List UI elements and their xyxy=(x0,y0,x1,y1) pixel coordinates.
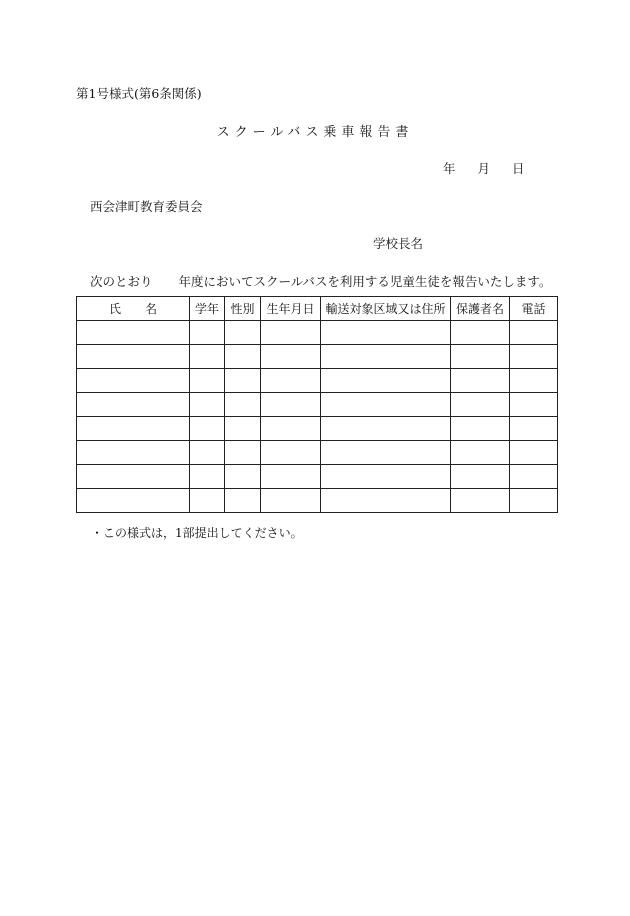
address-cell[interactable] xyxy=(321,465,451,489)
gender-cell[interactable] xyxy=(225,345,261,369)
table-row xyxy=(77,393,558,417)
birthdate-cell[interactable] xyxy=(261,465,321,489)
sender-principal-name: 学校長名 xyxy=(373,236,424,251)
date-year-label: 年 xyxy=(443,161,456,176)
guardian-cell[interactable] xyxy=(451,465,510,489)
header-grade: 学年 xyxy=(190,297,225,321)
name-cell[interactable] xyxy=(77,393,190,417)
birthdate-cell[interactable] xyxy=(261,345,321,369)
phone-cell[interactable] xyxy=(510,441,558,465)
header-name: 氏 名 xyxy=(77,297,190,321)
grade-cell[interactable] xyxy=(190,465,225,489)
grade-cell[interactable] xyxy=(190,417,225,441)
guardian-cell[interactable] xyxy=(451,417,510,441)
address-cell[interactable] xyxy=(321,417,451,441)
header-area-address: 輸送対象区域又は住所 xyxy=(321,297,451,321)
address-cell[interactable] xyxy=(321,369,451,393)
birthdate-cell[interactable] xyxy=(261,393,321,417)
table-row xyxy=(77,441,558,465)
address-cell[interactable] xyxy=(321,393,451,417)
guardian-cell[interactable] xyxy=(451,441,510,465)
header-gender: 性別 xyxy=(225,297,261,321)
birthdate-cell[interactable] xyxy=(261,441,321,465)
grade-cell[interactable] xyxy=(190,489,225,513)
birthdate-cell[interactable] xyxy=(261,369,321,393)
grade-cell[interactable] xyxy=(190,393,225,417)
name-cell[interactable] xyxy=(77,345,190,369)
table-row xyxy=(77,321,558,345)
phone-cell[interactable] xyxy=(510,465,558,489)
header-phone: 電話 xyxy=(510,297,558,321)
gender-cell[interactable] xyxy=(225,489,261,513)
gender-cell[interactable] xyxy=(225,417,261,441)
gender-cell[interactable] xyxy=(225,321,261,345)
address-cell[interactable] xyxy=(321,441,451,465)
table-row xyxy=(77,465,558,489)
table-row xyxy=(77,369,558,393)
grade-cell[interactable] xyxy=(190,345,225,369)
address-cell[interactable] xyxy=(321,321,451,345)
phone-cell[interactable] xyxy=(510,417,558,441)
document-title: スクールバス乗車報告書 xyxy=(216,125,414,140)
phone-cell[interactable] xyxy=(510,345,558,369)
address-cell[interactable] xyxy=(321,489,451,513)
body-prefix: 次のとおり xyxy=(90,274,153,289)
gender-cell[interactable] xyxy=(225,441,261,465)
grade-cell[interactable] xyxy=(190,321,225,345)
name-cell[interactable] xyxy=(77,321,190,345)
table-row xyxy=(77,417,558,441)
gender-cell[interactable] xyxy=(225,465,261,489)
guardian-cell[interactable] xyxy=(451,321,510,345)
name-cell[interactable] xyxy=(77,369,190,393)
name-cell[interactable] xyxy=(77,489,190,513)
header-guardian: 保護者名 xyxy=(451,297,510,321)
table-body xyxy=(77,321,558,513)
name-cell[interactable] xyxy=(77,417,190,441)
phone-cell[interactable] xyxy=(510,393,558,417)
birthdate-cell[interactable] xyxy=(261,321,321,345)
header-birthdate: 生年月日 xyxy=(261,297,321,321)
gender-cell[interactable] xyxy=(225,393,261,417)
guardian-cell[interactable] xyxy=(451,369,510,393)
table-header-row xyxy=(77,297,558,321)
birthdate-cell[interactable] xyxy=(261,417,321,441)
form-number: 第1号様式(第6条関係) xyxy=(76,86,202,101)
grade-cell[interactable] xyxy=(190,441,225,465)
guardian-cell[interactable] xyxy=(451,345,510,369)
gender-cell[interactable] xyxy=(225,369,261,393)
phone-cell[interactable] xyxy=(510,489,558,513)
footnote: ・この様式は，1部提出してください。 xyxy=(91,526,303,540)
table-row xyxy=(77,489,558,513)
date-month-label: 月 xyxy=(477,161,491,176)
phone-cell[interactable] xyxy=(510,369,558,393)
addressee: 西会津町教育委員会 xyxy=(90,199,203,214)
body-text xyxy=(90,272,551,290)
name-cell[interactable] xyxy=(77,441,190,465)
guardian-cell[interactable] xyxy=(451,393,510,417)
phone-cell[interactable] xyxy=(510,321,558,345)
student-table xyxy=(76,296,558,513)
birthdate-cell[interactable] xyxy=(261,489,321,513)
date-day-label: 日 xyxy=(512,161,525,176)
table-row xyxy=(77,345,558,369)
name-cell[interactable] xyxy=(77,465,190,489)
grade-cell[interactable] xyxy=(190,369,225,393)
address-cell[interactable] xyxy=(321,345,451,369)
body-suffix: 年度においてスクールバスを利用する児童生徒を報告いたします。 xyxy=(178,274,552,289)
guardian-cell[interactable] xyxy=(451,489,510,513)
date-line xyxy=(443,159,525,177)
